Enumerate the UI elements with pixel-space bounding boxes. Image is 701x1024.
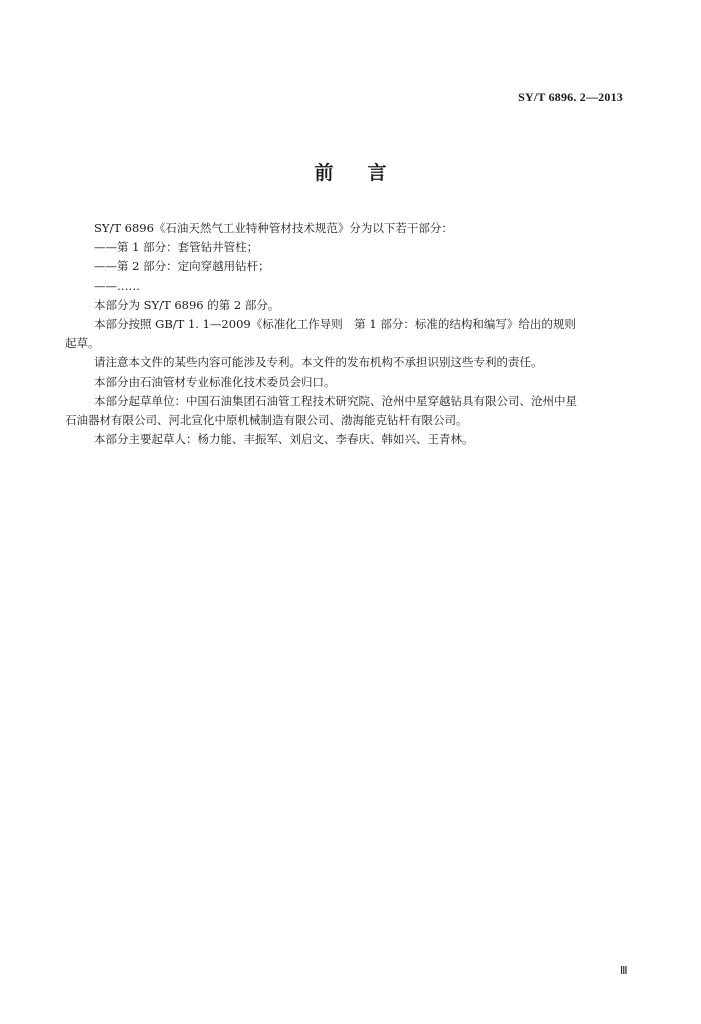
this-part-paragraph: 本部分为 SY/T 6896 的第 2 部分。 (94, 297, 280, 312)
document-body (65, 219, 640, 449)
drafting-units-line-2: 石油器材有限公司、河北宣化中原机械制造有限公司、渤海能克钻杆有限公司。 (65, 413, 468, 428)
intro-paragraph: SY/T 6896《石油天然气工业特种管材技术规范》分为以下若干部分： (94, 221, 453, 235)
patent-notice-paragraph: 请注意本文件的某些内容可能涉及专利。本文件的发布机构不承担识别这些专利的责任。 (94, 355, 543, 370)
part-1-item: ——第 1 部分：套管钻井管柱； (94, 240, 259, 255)
drafting-rules-line-1: 本部分按照 GB/T 1. 1—2009《标准化工作导则 第 1 部分：标准的结构和编写》给出的规则 (94, 317, 576, 332)
standard-number: SY/T 6896. 2—2013 (518, 90, 623, 104)
page-number: Ⅲ (620, 965, 627, 977)
drafting-rules-line-2: 起草。 (65, 336, 100, 351)
drafters-paragraph: 本部分主要起草人：杨力能、丰振军、刘启文、李春庆、韩如兴、王青林。 (94, 432, 474, 447)
drafting-units-line-1: 本部分起草单位：中国石油集团石油管工程技术研究院、沧州中星穿越钻具有限公司、沧州中星 (94, 393, 577, 408)
part-2-item: ——第 2 部分：定向穿越用钻杆； (94, 259, 270, 274)
page-title: 前言 (314, 162, 421, 184)
committee-paragraph: 本部分由石油管材专业标准化技术委员会归口。 (94, 374, 336, 389)
ellipsis-item: ——…… (94, 278, 140, 293)
